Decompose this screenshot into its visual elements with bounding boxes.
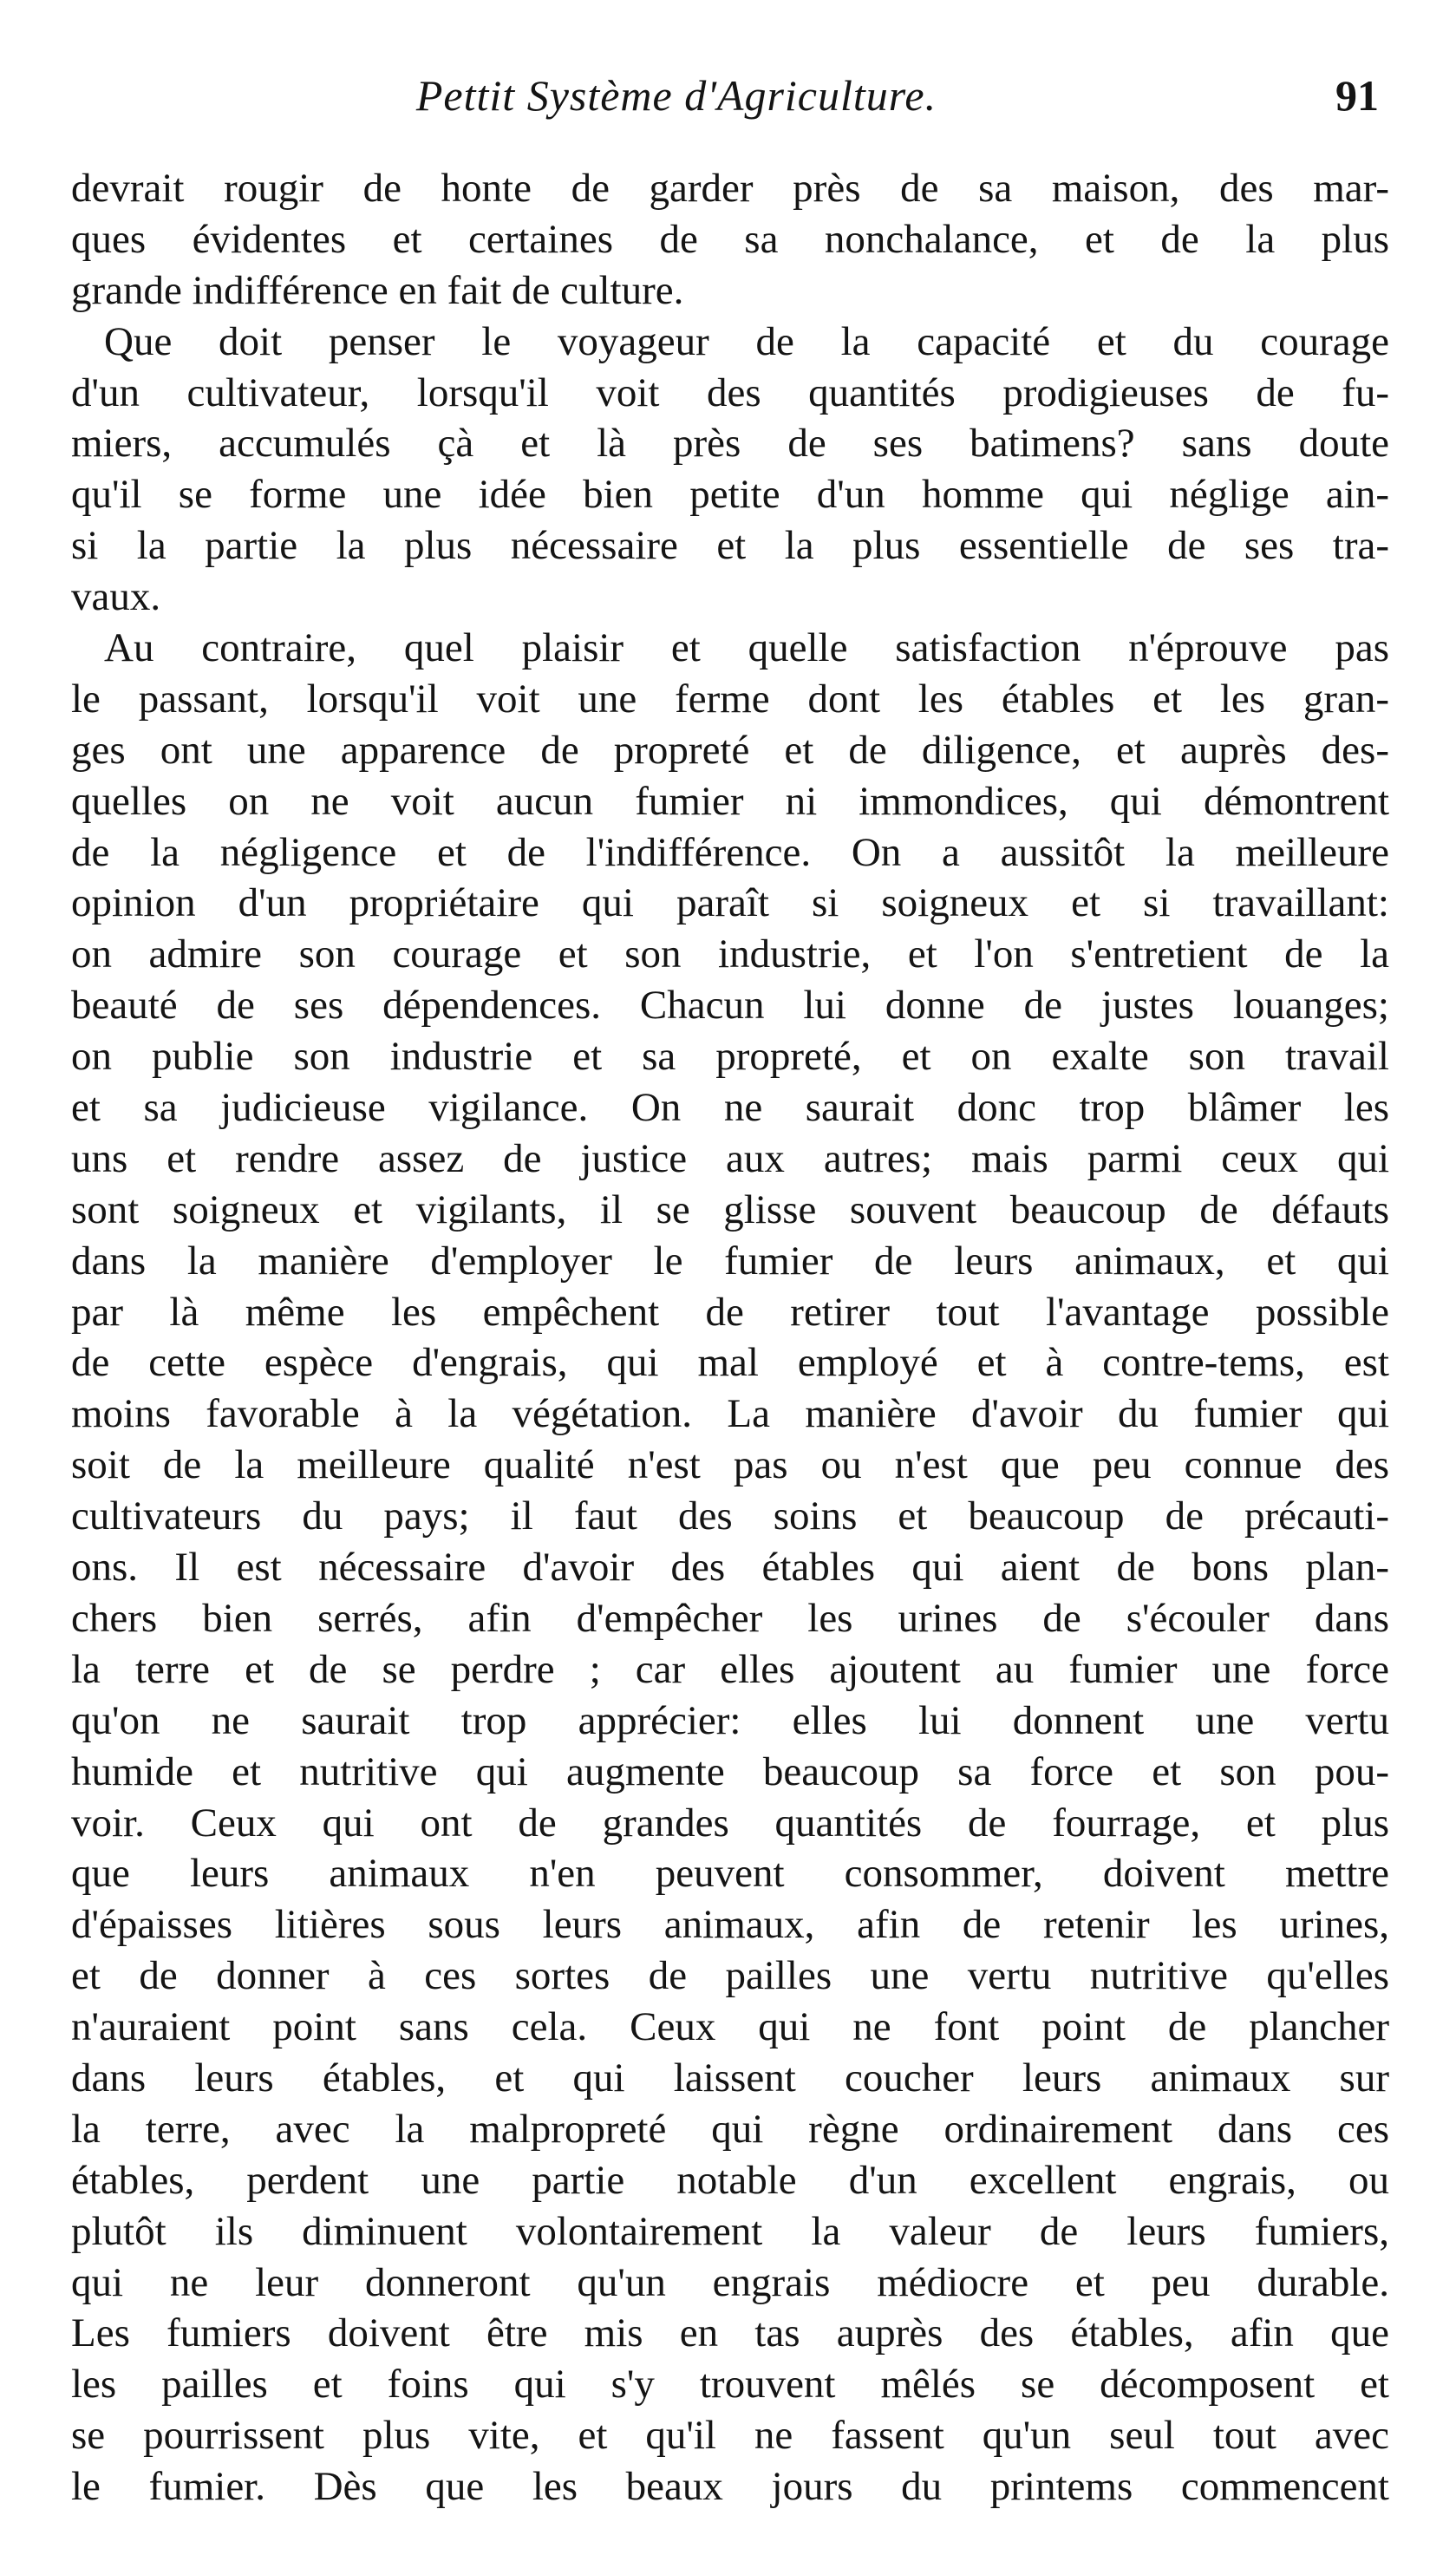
text-line: beauté de ses dépendences. Chacun lui donne de justes louanges;: [71, 983, 1389, 1029]
text-line: de la négligence et de l'indifférence. On a aussitôt la meilleure: [71, 829, 1389, 875]
text-line: la terre et de se perdre ; car elles ajoutent au fumier une force: [71, 1646, 1389, 1692]
text-line: dans leurs étables, et qui laissent coucher leurs animaux sur: [71, 2055, 1389, 2101]
text-line: voir. Ceux qui ont de grandes quantités de fourrage, et plus: [71, 1800, 1389, 1846]
page-number: 91: [1335, 71, 1379, 120]
text-line: Au contraire, quel plaisir et quelle satisfaction n'éprouve pas: [104, 625, 1389, 671]
text-line: par là même les empêchent de retirer tout l'avantage possible: [71, 1289, 1389, 1335]
text-line: on publie son industrie et sa propreté, et on exalte son travail: [71, 1034, 1389, 1080]
body-text: [71, 163, 1389, 2512]
text-line: vaux.: [71, 574, 161, 620]
text-line: chers bien serrés, afin d'empêcher les urines de s'écouler dans: [71, 1595, 1389, 1641]
text-line: d'un cultivateur, lorsqu'il voit des quantités prodigieuses de fu-: [71, 369, 1389, 415]
text-line: si la partie la plus nécessaire et la plus essentielle de ses tra-: [71, 523, 1389, 569]
text-line: qui ne leur donneront qu'un engrais médiocre et peu durable.: [71, 2259, 1389, 2305]
text-line: les pailles et foins qui s'y trouvent mêlés se décomposent et: [71, 2362, 1389, 2408]
text-line: d'épaisses litières sous leurs animaux, afin de retenir les urines,: [71, 1902, 1389, 1948]
text-line: on admire son courage et son industrie, et l'on s'entretient de la: [71, 931, 1389, 977]
running-title: Pettit Système d'Agriculture.: [415, 71, 937, 120]
text-line: se pourrissent plus vite, et qu'il ne fassent qu'un seul tout avec: [71, 2413, 1389, 2459]
text-line: ges ont une apparence de propreté et de diligence, et auprès des-: [71, 727, 1389, 773]
running-head: [0, 68, 1456, 128]
text-line: dans la manière d'employer le fumier de leurs animaux, et qui: [71, 1238, 1389, 1284]
text-line: ques évidentes et certaines de sa nonchalance, et de la plus: [71, 216, 1389, 262]
text-line: uns et rendre assez de justice aux autres; mais parmi ceux qui: [71, 1135, 1389, 1181]
text-line: Les fumiers doivent être mis en tas auprès des étables, afin que: [71, 2310, 1389, 2356]
text-line: plutôt ils diminuent volontairement la valeur de leurs fumiers,: [71, 2208, 1389, 2254]
text-line: moins favorable à la végétation. La manière d'avoir du fumier qui: [71, 1391, 1389, 1437]
text-line: soit de la meilleure qualité n'est pas ou n'est que peu connue des: [71, 1442, 1389, 1488]
text-line: ons. Il est nécessaire d'avoir des étables qui aient de bons plan-: [71, 1545, 1389, 1591]
text-line: sont soigneux et vigilants, il se glisse souvent beaucoup de défauts: [71, 1186, 1389, 1232]
text-line: et de donner à ces sortes de pailles une vertu nutritive qu'elles: [71, 1953, 1389, 1999]
text-line: le fumier. Dès que les beaux jours du printems commencent: [71, 2464, 1389, 2510]
text-line: qu'il se forme une idée bien petite d'un homme qui néglige ain-: [71, 472, 1389, 518]
text-line: miers, accumulés çà et là près de ses batimens? sans doute: [71, 421, 1389, 467]
text-line: quelles on ne voit aucun fumier ni immondices, qui démontrent: [71, 778, 1389, 824]
text-line: étables, perdent une partie notable d'un excellent engrais, ou: [71, 2157, 1389, 2203]
text-line: grande indifférence en fait de culture.: [71, 267, 684, 313]
text-line: cultivateurs du pays; il faut des soins et beaucoup de précauti-: [71, 1493, 1389, 1539]
text-line: que leurs animaux n'en peuvent consommer, doivent mettre: [71, 1851, 1389, 1897]
text-line: la terre, avec la malpropreté qui règne ordinairement dans ces: [71, 2106, 1389, 2152]
text-line: le passant, lorsqu'il voit une ferme dont les étables et les gran-: [71, 676, 1389, 722]
text-line: humide et nutritive qui augmente beaucoup sa force et son pou-: [71, 1748, 1389, 1794]
text-line: et sa judicieuse vigilance. On ne saurait donc trop blâmer les: [71, 1085, 1389, 1131]
text-line: qu'on ne saurait trop apprécier: elles lui donnent une vertu: [71, 1697, 1389, 1743]
text-line: Que doit penser le voyageur de la capacité et du courage: [104, 318, 1389, 364]
text-line: devrait rougir de honte de garder près de sa maison, des mar-: [71, 166, 1389, 211]
text-line: n'auraient point sans cela. Ceux qui ne font point de plancher: [71, 2004, 1389, 2050]
text-line: opinion d'un propriétaire qui paraît si soigneux et si travaillant:: [71, 880, 1389, 926]
text-line: de cette espèce d'engrais, qui mal employé et à contre-tems, est: [71, 1340, 1389, 1386]
